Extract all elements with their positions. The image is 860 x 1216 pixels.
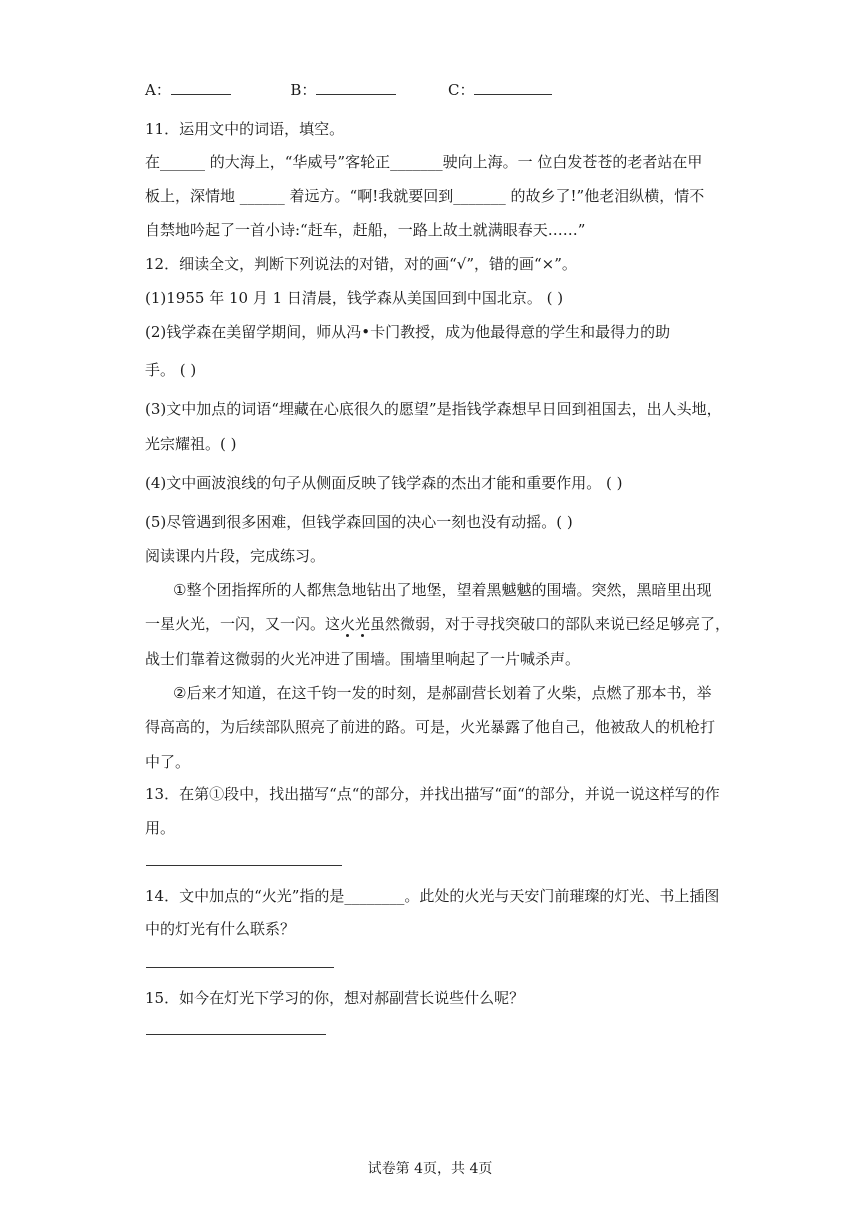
passage-p2-line-3: 中了。 [145,753,191,771]
page-footer: 试卷第 4页，共 4页 [367,1161,493,1177]
q12-item-3a: (3)文中加点的词语“埋藏在心底很久的愿望”是指钱学森想早日回到祖国去，出人头地， [145,400,722,418]
dotted-word-guang: 光 [355,615,371,633]
passage-p2-line-1: ②后来才知道，在这千钧一发的时刻，是郝副营长划着了火柴，点燃了那本书，举 [173,684,712,702]
reading-intro: 阅读课内片段，完成练习。 [145,547,326,565]
q15-answer-line[interactable] [146,1034,326,1035]
q14-answer-line[interactable] [146,967,334,968]
passage-p1-line-3: 战士们靠着这微弱的火光冲进了围墙。围墙里响起了一片喊杀声。 [145,650,581,668]
passage-p1-line-2-start: 一星火光，一闪，又一闪。这 [145,615,341,633]
label-c: C： [448,81,475,99]
passage-p2-line-2: 得高高的，为后续部队照亮了前进的路。可是，火光暴露了他自己，他被敌人的机枪打 [145,718,716,736]
q12-item-3b: 光宗耀祖。( ) [145,435,237,453]
passage-p1-line-1: ①整个团指挥所的人都焦急地钻出了地堡，望着黑魆魆的围墙。突然，黑暗里出现 [173,581,712,599]
dotted-word-huo: 火 [340,615,356,633]
blank-b[interactable] [316,80,396,95]
q13-answer-line[interactable] [146,865,342,866]
passage-p1-line-2 [145,614,730,634]
q12-title: 12．细读全文，判断下列说法的对错，对的画“√”，错的画“×”。 [145,255,577,273]
q12-item-4: (4)文中画波浪线的句子从侧面反映了钱学森的杰出才能和重要作用。 ( ) [145,474,623,492]
blank-a[interactable] [171,80,231,95]
q12-item-2b: 手。 ( ) [145,361,197,379]
q15-line-1: 15．如今在灯光下学习的你，想对郝副营长说些什么呢？ [145,989,525,1007]
q12-item-1: (1)1955 年 10 月 1 日清晨，钱学森从美国回到中国北京。 ( ) [145,289,564,307]
q12-item-5: (5)尽管遇到很多困难，但钱学森回国的决心一刻也没有动摇。( ) [145,513,573,531]
q14-line-1: 14．文中加点的“火光”指的是________。此处的火光与天安门前璀璨的灯光、书上插图 [145,887,720,905]
label-b: B： [290,81,317,99]
blank-c[interactable] [474,80,552,95]
q13-line-2: 用。 [145,819,176,837]
passage-p1-line-2-rest: 虽然微弱，对于寻找突破口的部队来说已经足够亮了， [370,615,731,633]
q13-line-1: 13．在第①段中，找出描写“点“的部分，并找出描写“面“的部分，并说一说这样写的作 [145,785,720,803]
label-a: A： [145,81,171,99]
q12-item-2a: (2)钱学森在美留学期间，师从冯•卡门教授，成为他最得意的学生和最得力的助 [145,323,671,341]
abc-answer-row [145,80,552,100]
q11-line-3: 自禁地吟起了一首小诗:“赶车，赶船，一路上故土就满眼春天……” [145,221,586,239]
q11-line-1: 在______ 的大海上，“华威号”客轮正_______驶向上海。一 位白发苍苍的老者站在甲 [145,153,703,171]
q11-line-2: 板上，深情地 ______ 着远方。“啊!我就要回到_______ 的故乡了!”他老泪纵横，情不 [145,187,705,205]
q14-line-2: 中的灯光有什么联系？ [145,920,296,938]
q11-title: 11．运用文中的词语，填空。 [145,120,345,138]
